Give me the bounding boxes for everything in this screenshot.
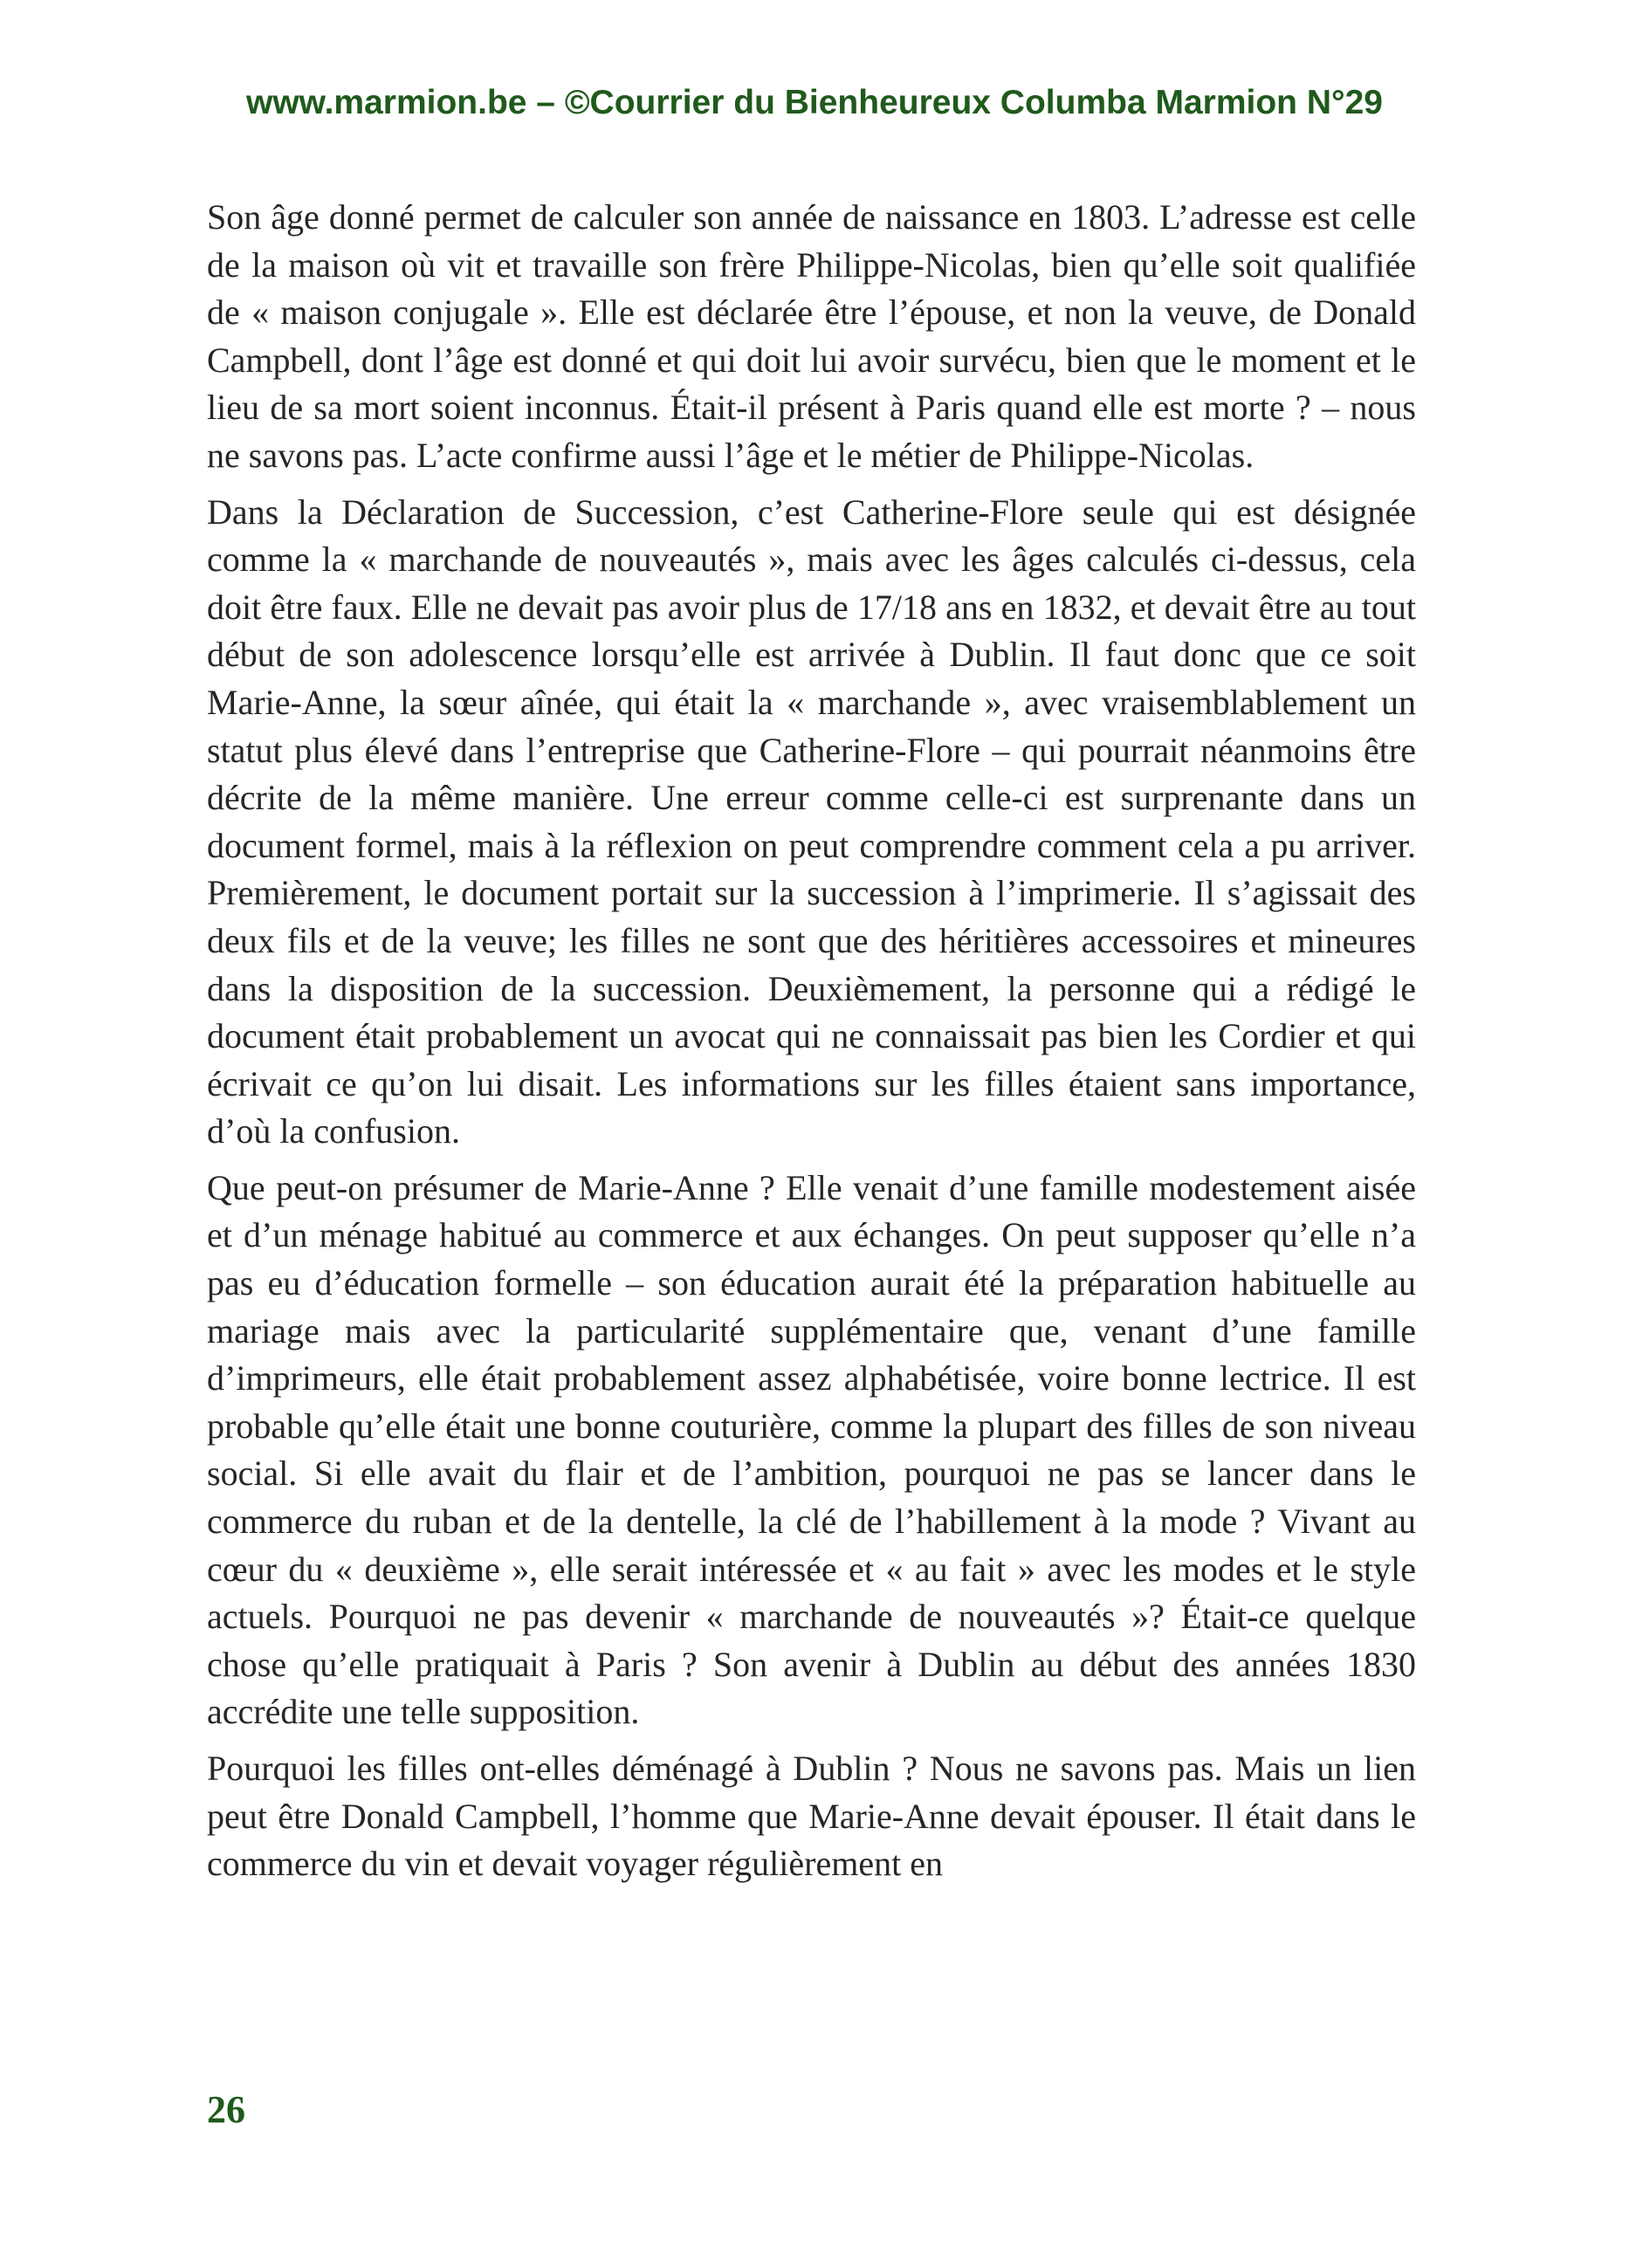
paragraph-2: Dans la Déclaration de Succession, c’est Catherine-Flore seule qui est désignée comme la « marchande de nouveautés », mais avec les âges calculés ci-dessus, cela doit être faux. Elle ne devait pas avoir plus de 17/18 ans en 1832, et devait être au tout début de son adolescence lorsqu’elle est arrivée à Dublin. Il faut donc que ce soit Marie-Anne, la sœur aînée, qui était la « marchande », avec vraisemblablement un statut plus élevé dans l’entreprise que Catherine-Flore – qui pourrait néanmoins être décrite de la même manière. Une erreur comme celle-ci est surprenante dans un document formel, mais à la réflexion on peut comprendre comment cela a pu arriver. Premièrement, le document portait sur la succession à l’imprimerie. Il s’agissait des deux fils et de la veuve; les filles ne sont que des héritières accessoires et mineures dans la disposition de la succession. Deuxièmement, la personne qui a rédigé le document était probablement un avocat qui ne connaissait pas bien les Cordier et qui écrivait ce qu’on lui disait. Les informations sur les filles étaient sans importance, d’où la confusion. (207, 491, 1416, 1151)
paragraph-1: Son âge donné permet de calculer son année de naissance en 1803. L’adresse est celle de la maison où vit et travaille son frère Philippe-Nicolas, bien qu’elle soit qualifiée de « maison conjugale ». Elle est déclarée être l’épouse, et non la veuve, de Donald Campbell, dont l’âge est donné et qui doit lui avoir survécu, bien que le moment et le lieu de sa mort soient inconnus. Était-il présent à Paris quand elle est morte ? – nous ne savons pas. L’acte confirme aussi l’âge et le métier de Philippe-Nicolas. (207, 197, 1416, 475)
paragraph-3: Que peut-on présumer de Marie-Anne ? Elle venait d’une famille modestement aisée et d’un ménage habitué au commerce et aux échanges. On peut supposer qu’elle n’a pas eu d’éducation formelle – son éducation aurait été la préparation habituelle au mariage mais avec la particularité supplémentaire que, venant d’une famille d’imprimeurs, elle était probablement assez alphabétisée, voire bonne lectrice. Il est probable qu’elle était une bonne couturière, comme la plupart des filles de son niveau social. Si elle avait du flair et de l’ambition, pourquoi ne pas se lancer dans le commerce du ruban et de la dentelle, la clé de l’habillement à la mode ? Vivant au cœur du « deuxième », elle serait intéressée et « au fait » avec les modes et le style actuels. Pourquoi ne pas devenir « marchande de nouveautés »? Était-ce quelque chose qu’elle pratiquait à Paris ? Son avenir à Dublin au début des années 1830 accrédite une telle supposition. (207, 1167, 1416, 1732)
page-number: 26 (207, 2088, 245, 2131)
running-header: www.marmion.be – ©Courrier du Bienheureux Columba Marmion N°29 (246, 84, 1383, 121)
paragraph-4: Pourquoi les filles ont-elles déménagé à Dublin ? Nous ne savons pas. Mais un lien peut être Donald Campbell, l’homme que Marie-Anne devait épouser. Il était dans le commerce du vin et devait voyager régulièrement en (207, 1749, 1416, 1884)
body-text (207, 194, 1416, 1897)
